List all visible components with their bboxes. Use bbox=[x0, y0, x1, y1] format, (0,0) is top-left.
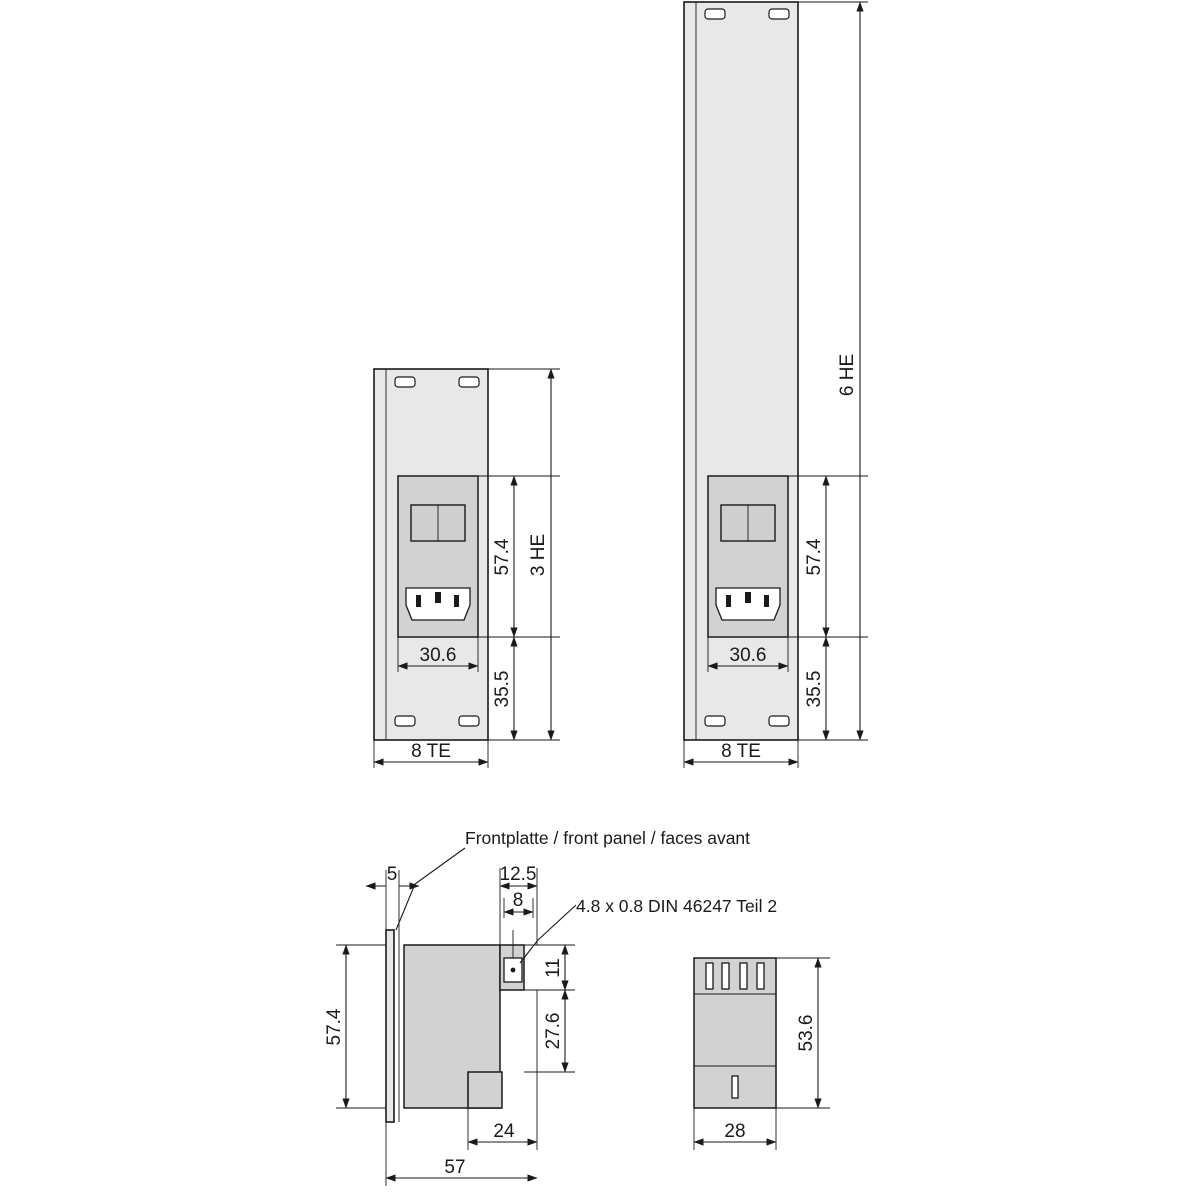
mounting-slot-icon bbox=[705, 716, 725, 726]
module-foot bbox=[468, 1072, 502, 1108]
iec-pin-icon bbox=[745, 592, 751, 603]
dim-label-30-6: 30.6 bbox=[729, 645, 767, 666]
mounting-slot-icon bbox=[459, 377, 479, 387]
dim-label-30-6: 30.6 bbox=[419, 645, 457, 666]
dim-label-57-4: 57.4 bbox=[492, 538, 513, 576]
terminal-hole-icon bbox=[511, 968, 516, 973]
iec-pin-icon bbox=[435, 592, 441, 603]
dim-label-57-4-side: 57.4 bbox=[324, 1008, 345, 1046]
view-rear bbox=[694, 958, 830, 1150]
dim-label-24: 24 bbox=[493, 1121, 515, 1142]
iec-pin-icon bbox=[764, 595, 769, 607]
view-3he-front-panel bbox=[374, 369, 560, 768]
iec-pin-icon bbox=[454, 595, 459, 607]
leader-terminal bbox=[520, 905, 576, 963]
terminal-blade-icon bbox=[757, 963, 764, 989]
terminal-blade-icon bbox=[722, 963, 729, 989]
iec-pin-icon bbox=[416, 595, 421, 607]
dim-label-8te: 8 TE bbox=[721, 741, 761, 762]
mounting-slot-icon bbox=[395, 716, 415, 726]
dim-label-53-6: 53.6 bbox=[796, 1014, 817, 1052]
dim-label-8te: 8 TE bbox=[411, 741, 451, 762]
dim-label-35-5: 35.5 bbox=[492, 670, 513, 708]
dim-label-12-5: 12.5 bbox=[499, 864, 537, 885]
dim-label-3he: 3 HE bbox=[528, 533, 549, 577]
dim-label-27-6: 27.6 bbox=[543, 1012, 564, 1050]
mounting-slot-icon bbox=[705, 9, 725, 19]
dim-label-6he: 6 HE bbox=[837, 353, 858, 397]
iec-pin-icon bbox=[726, 595, 731, 607]
dim-label-28: 28 bbox=[724, 1121, 746, 1142]
dim-label-57: 57 bbox=[444, 1157, 466, 1178]
dim-label-57-4: 57.4 bbox=[804, 538, 825, 576]
mounting-slot-icon bbox=[769, 716, 789, 726]
view-6he-front-panel bbox=[684, 2, 868, 768]
mounting-slot-icon bbox=[395, 377, 415, 387]
note-front-panel: Frontplatte / front panel / faces avant bbox=[465, 828, 751, 848]
dim-label-5: 5 bbox=[386, 864, 398, 885]
dim-label-11: 11 bbox=[543, 958, 564, 978]
terminal-blade-icon bbox=[740, 963, 747, 989]
front-panel-plate bbox=[386, 930, 394, 1122]
dim-label-35-5: 35.5 bbox=[804, 670, 825, 708]
rear-slot-icon bbox=[732, 1076, 738, 1098]
mounting-slot-icon bbox=[459, 716, 479, 726]
leader-front-panel bbox=[396, 848, 465, 930]
dim-label-8: 8 bbox=[512, 890, 524, 911]
terminal-blade-icon bbox=[706, 963, 713, 989]
mounting-slot-icon bbox=[769, 9, 789, 19]
note-terminal-spec: 4.8 x 0.8 DIN 46247 Teil 2 bbox=[576, 896, 778, 916]
